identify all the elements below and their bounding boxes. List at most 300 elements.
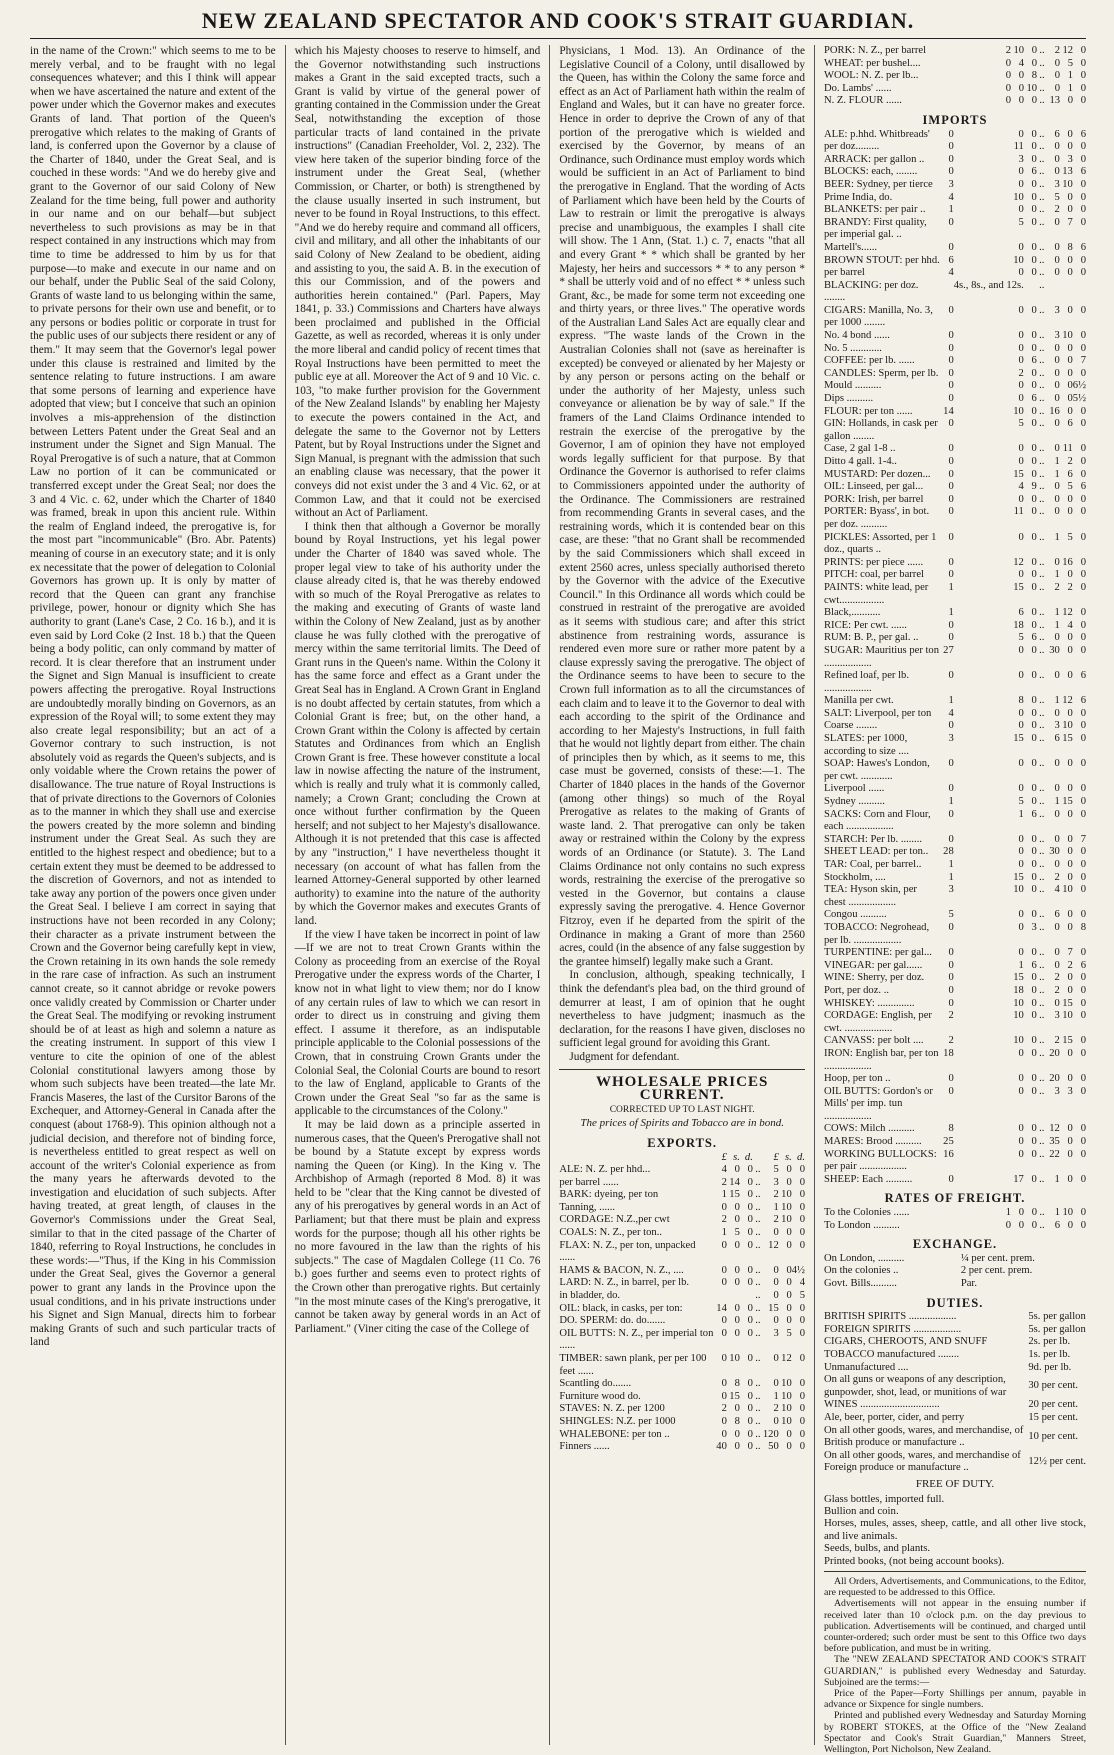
price-value: 0 (734, 1315, 740, 1327)
price-value: 7 (1067, 216, 1073, 228)
section-rule (559, 1069, 805, 1070)
price-value: 15 (1013, 581, 1024, 593)
gap-cell: .. (1039, 1010, 1045, 1022)
gap-cell: .. (1039, 468, 1045, 480)
duties-row (824, 1412, 1086, 1425)
price-row (824, 998, 1086, 1011)
price-value: 5 (1067, 531, 1073, 543)
gap-cell: .. (1039, 95, 1045, 107)
item-name: Finners ...... (559, 1441, 610, 1453)
price-value: 0 (1067, 644, 1073, 656)
price-value: 0 (799, 1315, 805, 1327)
free-title: FREE OF DUTY. (915, 1477, 995, 1490)
price-value: 0 (799, 1327, 805, 1339)
price-value: 0 (1080, 1207, 1087, 1219)
paragraph: Judgment for defendant. (569, 1050, 680, 1063)
item-name: TIMBER: sawn plank, per per 100 feet ...... (559, 1353, 707, 1377)
price-value: 0 (1054, 833, 1060, 845)
notice-paragraph: Advertisements will not appear in the ensuing number if received later than 10 o'clock p.m. on the day previous to publication. Advertisements will be continued, and charged until counter-ordered; such order must be sent to this Office two days before publication, and must be in writing. (823, 1598, 1087, 1655)
price-value: 0 (786, 1428, 792, 1440)
duties-row (824, 1362, 1086, 1375)
price-value: 10 (1062, 330, 1073, 342)
item-name: SALT: Liverpool, per ton (823, 707, 932, 719)
price-value: 0 (773, 1277, 779, 1289)
price-value: 6 (1031, 355, 1037, 367)
gap-cell: .. (1039, 1173, 1045, 1185)
price-value: 0 (1067, 984, 1073, 996)
item-name: DO. SPERM: do. do....... (559, 1315, 666, 1327)
price-value: 16 (1049, 405, 1060, 417)
price-value: 0 (1080, 178, 1087, 190)
price-value: 4 (1067, 619, 1073, 631)
gap-cell: .. (1039, 997, 1045, 1009)
price-value: 3 (948, 178, 954, 190)
free-item: Seeds, bulbs, and plants. (823, 1542, 931, 1555)
price-row (824, 70, 1086, 83)
price-value: 0 (1031, 153, 1037, 165)
price-value: 0 (1018, 1073, 1024, 1085)
price-value: 0 (1018, 342, 1024, 354)
price-value: 1 (948, 695, 954, 707)
price-value: 0 (721, 1264, 727, 1276)
price-row (824, 884, 1086, 909)
price-value: 0 (734, 1164, 740, 1176)
gap-cell: .. (1039, 695, 1045, 707)
price-value: 0 (1018, 241, 1024, 253)
item-name: BROWN STOUT: per hhd. (823, 254, 940, 266)
price-value: 0 (1054, 506, 1060, 518)
gap-cell: .. (755, 1403, 761, 1415)
price-value: 0 (734, 1277, 740, 1289)
item-name: Prime India, do. (823, 191, 893, 203)
price-value: 10 (729, 1353, 740, 1364)
price-value: 0 (1031, 707, 1037, 719)
price-row (559, 1378, 805, 1391)
prices-subtitle: CORRECTED UP TO LAST NIGHT. (609, 1104, 755, 1115)
price-value: 0 (1080, 871, 1087, 883)
price-row (824, 846, 1086, 859)
item-name: BLACKING: per doz. ........ (823, 279, 919, 304)
price-value: 11 (1062, 443, 1073, 455)
rate-value: 20 per cent. (1028, 1399, 1079, 1411)
column-divider (814, 45, 815, 1745)
price-value: 0 (1080, 493, 1087, 505)
price-value: 0 (1080, 783, 1087, 795)
price-value: 0 (747, 1277, 753, 1289)
price-value: 6 (1054, 1219, 1061, 1231)
exchange-row (824, 1278, 1086, 1291)
price-value: 0 (1054, 254, 1060, 266)
price-value: 0 (1080, 796, 1087, 808)
price-value: 0 (1018, 456, 1024, 467)
price-value: 16 (1062, 556, 1073, 568)
price-value: 0 (1031, 443, 1037, 455)
price-value: 12 (768, 1239, 779, 1251)
price-value: 0 (1054, 418, 1060, 430)
price-value: 0 (1054, 556, 1060, 568)
price-value: 0 (773, 1315, 779, 1327)
price-value: 0 (734, 1428, 740, 1440)
item-name: Tanning, ...... (559, 1201, 616, 1213)
price-row (824, 834, 1086, 847)
item-name: RICE: Per cwt. ...... (823, 619, 907, 631)
price-value: 8 (1031, 70, 1038, 82)
gap-cell: .. (1039, 846, 1045, 858)
duties-row (824, 1349, 1086, 1362)
price-row (824, 872, 1086, 885)
price-value: 0 (1018, 921, 1024, 933)
price-row (824, 141, 1086, 154)
price-value: 5 (799, 1290, 805, 1302)
price-row (824, 532, 1086, 557)
free-of-duty-list (824, 1493, 1086, 1567)
gap-cell: .. (1039, 796, 1045, 808)
unit-header-row (559, 1152, 805, 1165)
gap-cell: .. (755, 1201, 761, 1213)
price-row (824, 393, 1086, 406)
price-value: 0 (1080, 216, 1087, 228)
price-value: 6 (1080, 695, 1087, 707)
gap-cell: .. (755, 1277, 761, 1289)
price-value: 0 (721, 1353, 727, 1364)
price-value (740, 1290, 753, 1303)
price-value: 0 (747, 1353, 753, 1364)
price-row (824, 1010, 1086, 1035)
gap-cell: .. (1039, 1136, 1045, 1148)
price-value: 0 (1018, 1148, 1024, 1160)
price-value: 2 (1054, 1035, 1060, 1047)
item-name: Port, per doz. .. (823, 984, 889, 996)
price-value: 0 (1031, 1073, 1037, 1085)
price-value: 0 (1080, 846, 1087, 858)
gap-cell: .. (1039, 859, 1045, 870)
price-value: 0 (799, 1403, 805, 1415)
price-value: 0 (747, 1441, 753, 1453)
exchange-table (824, 1253, 1086, 1291)
gap-cell: .. (1039, 493, 1045, 505)
gap-cell: .. (755, 1164, 761, 1176)
gap-cell: .. (755, 1441, 761, 1453)
price-value: 15 (729, 1390, 740, 1402)
price-row (824, 632, 1086, 645)
gap-cell: .. (1039, 254, 1045, 266)
price-row (824, 985, 1086, 998)
price-value: 0 (1054, 707, 1060, 719)
price-row (824, 83, 1086, 96)
price-value: 28 (943, 846, 954, 858)
price-value: 15 (1062, 796, 1073, 808)
price-value: 0 (1031, 1047, 1037, 1059)
price-value: 0 (1080, 153, 1087, 165)
price-value (1047, 280, 1060, 305)
gap-cell: .. (1039, 267, 1045, 279)
price-value: 6 (1031, 393, 1037, 405)
item-name: MUSTARD: Per dozen... (823, 468, 931, 480)
item-name: PORK: N. Z., per barrel (823, 45, 927, 56)
price-value: 0 (1031, 342, 1037, 354)
price-row (559, 1441, 805, 1454)
price-value: 0 (1031, 204, 1037, 216)
price-value: 0 (1054, 947, 1060, 959)
gap-cell: .. (1039, 481, 1045, 493)
price-row (824, 947, 1086, 960)
price-row (824, 355, 1086, 368)
price-value: 0 (734, 1239, 740, 1251)
price-value: 0 (1080, 972, 1087, 984)
price-value: 0 (948, 1085, 954, 1097)
price-value: 0 (786, 1164, 792, 1176)
price-row (824, 809, 1086, 834)
price-value: 0 (1018, 355, 1024, 367)
price-value: 1 (1067, 70, 1074, 82)
price-row (824, 192, 1086, 205)
price-row (824, 204, 1086, 217)
price-value: 0 (1080, 720, 1087, 732)
price-value: 10 (781, 1415, 792, 1427)
free-item: Glass bottles, imported full. (823, 1492, 945, 1505)
price-row (824, 58, 1086, 71)
price-value: 4 (1018, 481, 1024, 493)
unit-header: d. (744, 1151, 753, 1163)
price-value: 0 (773, 1378, 779, 1390)
price-row (824, 1136, 1086, 1149)
price-value: 0 (1005, 70, 1012, 82)
price-value: 10 (1013, 1035, 1024, 1047)
price-value: 0 (1031, 947, 1037, 959)
rate-value: 5s. per gallon (1028, 1323, 1086, 1335)
gap-cell: .. (1039, 644, 1045, 656)
price-row (559, 1416, 805, 1429)
gap-cell: .. (1039, 1207, 1045, 1219)
prices-title: WHOLESALE PRICES CURRENT. (596, 1073, 769, 1104)
price-value: 0 (1067, 355, 1073, 367)
price-value: 0 (1018, 720, 1024, 732)
price-value: 6 (1054, 128, 1060, 140)
gap-cell: .. (1039, 57, 1045, 69)
item-name: Govt. Bills.......... (823, 1278, 897, 1289)
price-value: 0 (1031, 216, 1037, 228)
item-name: Martell's...... (823, 241, 878, 253)
price-value: 0 (721, 1390, 727, 1402)
price-value: 0 (747, 1201, 753, 1213)
gap-cell: .. (1039, 128, 1045, 140)
price-row (824, 1123, 1086, 1136)
price-value: 0 (799, 1189, 805, 1201)
item-name: Dips .......... (823, 393, 874, 405)
price-value: 0 (1031, 141, 1037, 153)
price-value: 0 (747, 1164, 753, 1176)
price-value: 2 (1054, 871, 1060, 883)
price-value: 0 (1067, 758, 1073, 770)
gap-cell: .. (1039, 342, 1045, 354)
price-value: 15 (1062, 733, 1073, 745)
price-value: 0 (1067, 393, 1073, 405)
price-row (559, 1391, 805, 1404)
price-value: 1 (773, 1390, 779, 1402)
item-name: To the Colonies ...... (823, 1207, 910, 1219)
item-name: On the colonies .. (823, 1265, 899, 1277)
price-value: 0 (1018, 1085, 1024, 1097)
gap-cell: .. (1039, 166, 1045, 178)
price-value: 0 (1005, 57, 1012, 69)
price-value: 0 (799, 1302, 805, 1314)
price-value: 11 (1013, 506, 1024, 518)
price-value: 0 (773, 1227, 779, 1239)
price-value: 0 (1067, 267, 1073, 279)
price-value: 6 (1067, 468, 1073, 480)
item-name: Do. Lambs' ...... (823, 82, 892, 94)
price-value: 0 (1005, 82, 1012, 94)
price-value: 0 (1080, 267, 1087, 279)
item-name: MARES: Brood .......... (823, 1136, 922, 1148)
price-value: 0 (721, 1378, 727, 1390)
gap-cell: .. (1039, 632, 1045, 644)
item-name: On all other goods, wares, and merchandise, of British produce or manufacture .. (823, 1424, 1024, 1449)
price-value: 2 (1054, 45, 1061, 56)
rate-value: 9d. per lb. (1028, 1361, 1072, 1373)
price-row (824, 481, 1086, 494)
notice-paragraph: The "NEW ZEALAND SPECTATOR AND COOK'S STRAIT GUARDIAN," is published every Wednesday and Saturday. Subjoined are the terms:— (823, 1654, 1087, 1688)
price-value: 0 (747, 1378, 753, 1390)
price-value: 0 (1080, 254, 1087, 266)
price-value: 0 (948, 443, 954, 455)
gap-cell: .. (1039, 569, 1045, 581)
price-value: 0 (948, 833, 954, 845)
item-name: Stockholm, .... (823, 871, 886, 883)
price-value: 0 (948, 418, 954, 430)
price-value: 0 (1018, 166, 1024, 178)
price-value: 2 (948, 1035, 954, 1047)
price-value: 0 (1054, 153, 1060, 165)
price-value: 0 (1080, 1219, 1087, 1231)
item-name: PICKLES: Assorted, per 1 doz., quarts .. (823, 531, 937, 556)
price-value: 0 (948, 506, 954, 518)
price-value: 0 (799, 1227, 805, 1239)
price-value: 0 (1080, 191, 1087, 203)
price-value: 10 (781, 1201, 792, 1213)
price-value: 0 (1067, 405, 1073, 417)
gap-cell: .. (1039, 733, 1045, 745)
item-name: SACKS: Corn and Flour, each .................. (823, 808, 931, 833)
price-value: 0 (1067, 632, 1073, 644)
price-value: 1 (773, 1201, 779, 1213)
price-value: 6 (1080, 241, 1087, 253)
price-value: 7 (1080, 833, 1087, 845)
price-value: 0 (1018, 304, 1024, 316)
price-value: 0 (1031, 569, 1037, 581)
price-value: 0 (1054, 783, 1060, 795)
gap-cell: .. (1039, 921, 1045, 933)
price-value: 0 (1031, 191, 1037, 203)
price-value: 0 (1054, 443, 1060, 455)
price-value: 0 (1054, 859, 1060, 870)
price-value: 0 (948, 556, 954, 568)
unit-header: £ (773, 1151, 779, 1163)
price-row (824, 758, 1086, 783)
price-value: 10 (781, 1189, 792, 1201)
gap-cell: .. (1039, 82, 1045, 94)
price-value: 0 (1080, 506, 1087, 518)
price-value: 0 (773, 1264, 779, 1276)
gap-cell: .. (1039, 959, 1045, 971)
price-value: 0 (1031, 644, 1037, 656)
price-value: 0 (948, 531, 954, 543)
price-value: 10 (1013, 884, 1024, 896)
paragraph: If the view I have taken be incorrect in point of law—If we are not to treat Crown Grants within the Colony as proceeding from an exercise of the Royal Prerogative under the express words of the Charter, I know not in what light to view them; nor do I know of any certain rules of law to which we can resort in order to direct us in construing and giving them effect. I assume it therefore, as an indisputable principle applicable to the Colonial possessions of the Crown, that in construing Crown Grants under the Colonial Seal, the Colonial Courts are bound to resort to the law of England, applicable to Grants of the Crown under the Great Seal "so far as the same is applicable to the circumstances of the Colony." (294, 928, 541, 1118)
price-value: 0 (734, 1403, 740, 1415)
rate-value: 1s. per lb. (1028, 1348, 1071, 1360)
price-value: 4 (799, 1277, 805, 1289)
price-value: 0 (1080, 342, 1087, 354)
price-value: 0 (1080, 947, 1087, 959)
price-value: 30 (1049, 846, 1060, 858)
price-value: 0 (1067, 1173, 1073, 1185)
item-name: BLOCKS: each, ........ (823, 166, 918, 178)
item-name: PRINTS: per piece ...... (823, 556, 924, 568)
price-value: 15 (1013, 972, 1024, 984)
price-value: 0 (1054, 241, 1060, 253)
price-value: 6 (1080, 166, 1087, 178)
item-name: On all guns or weapons of any description, gunpowder, shot, lead, or munitions of war (823, 1374, 1007, 1398)
gap-cell: .. (755, 1176, 761, 1188)
item-name: BLANKETS: per pair .. (823, 204, 926, 216)
item-name: FLOUR: per ton ...... (823, 405, 913, 417)
price-value: 0 (1031, 267, 1037, 279)
exports-title: EXPORTS. (647, 1135, 718, 1150)
price-value: 0 (721, 1415, 727, 1427)
price-value: 0 (786, 1176, 792, 1188)
price-row (824, 859, 1086, 872)
price-value: 0 (948, 1173, 954, 1185)
price-value: 0 (1054, 216, 1060, 228)
item-name: No. 5 ............ (823, 342, 882, 354)
price-value: 0 (1018, 178, 1024, 190)
item-name: Scantling do....... (559, 1378, 632, 1390)
price-value: 0 (1080, 984, 1087, 996)
paragraph: in the name of the Crown:" which seems to me to be merely verbal, and to be fraught with no legal consequences whatever; and this I think will appear when we have ascertained the nature and extent of the power under which the Governor makes and executes Grants of land. That portion of the Queen's prerogative which relates to the making of Grants of land, is conferred upon the Governor by a clause of the Charter of 1840, under the Great Seal, and is couched in these words: "And we do hereby give and grant to the Governor of our said Colony of New Zealand for the time being, full power and authority in our name and on our behalf—but subject nevertheless to such provisions as may be in that respect contained in any instructions which may from time to time be addressed to him by us for that purpose—to make and execute in our name and on our behalf, under the Public Seal of the said Colony, Grants of waste land to us belonging within the same, to private persons for their own use and benefit, or to any persons or bodies politic or corporate in trust for the public uses of our subjects there resident or any of them." It may seem that the Governor's legal power under this clause is restrained and limited by the sentence relating to future instructions. I am aware that some persons of learning and experience have adopted that view; but I conceive that such an opinion involves a mis-apprehension of the distinction between Letters Patent under the Great Seal and an instrument under the Signet and Sign Manual. The Royal Prerogative is of such a nature, that at Common Law no portion of it can be communicated or transferred except under the Great Seal; nor does the 3 and 4 Vic. c. 62, under which the Charter of 1840 was framed, break in upon this ancient rule. Within the realm of England indeed, the prerogative is, for the most part "incommunicable" (Bro. Abr. Patents) meaning of course in an executory state; and it is only ex necessitate that the power of delegation to Colonial Governors has grown up. It is only by matter of record that the Queen can grant any franchise privilege, power, honour or dignity which She has authority to grant (Lane's Case, 2 Co. 16 b.), and it is even said by Lord Coke (2 Inst. 18 b.) that the Queen being a body politic, can only command by matter of record. It is clear therefore that an instrument under the Signet and Sign Manual is insufficient to create powers affecting the prerogative. Royal Instructions are undoubtedly morally binding on Governors, as an expression of the Royal will; to some extent they may also create legal responsibility; but an act of a Governor contrary to such instruction, is not absolutely void as regards the Queen's subjects, and is only voidable where the Crown retains the power of disallowance. The true nature of Royal Instructions is that of private directions to the Governors of Colonies as to the manner in which they shall use and exercise the powers created by the more solemn and binding instrument under the Great Seal. As such they are entitled to the highest respect and obedience; but to a certain extent they must be deemed to be addressed to the discretion of Governors, and not as intended to take away any portion of the powers once given under the Great Seal. I believe I am correct in saying that instructions have not been recorded in any Colony; their character as a private instrument between the Crown and the Governor being carefully kept in view, the Crown retaining in its own hands the sole remedy in the rare case of infraction. As such an instrument cannot create, so it cannot abridge or revoke powers once validly created by Commission or Charter under the Great Seal. The modifying or revoking instrument should be of at least as high and solemn a nature as the creating instrument. In support of this view I venture to cite the opinion of one of the ablest Colonial constitutional lawyers among those by whom such subjects have been treated—the late Mr. Francis Maseres, the last of the Cursitor Barons of the Exchequer, and Attorney-General in Canada after the conquest (about 1768-9). This opinion although not a judicial decision, and therefore not of binding force, is nevertheless entitled to great respect as well on account of the writer's Colonial experience as from the many years he afterwards devoted to the investigation and elucidation of such subjects. After having treated, at great length, of clauses in the Governor's Commissions under the Great Seal, similar to that in the cited passage of the Charter of 1840, referring to Royal Instructions, he concludes in these words:—"Thus, if the King in his Commission under the Great Seal, gives the Governor a general power to grant any lands in the Province upon the usual conditions, and in his private instructions under his Signet and Sign Manual, directs him to forbear making Grants of such and such particular tracts of land (30, 45, 276, 1349)
price-value: 0 (1018, 330, 1024, 342)
price-value: 15 (1062, 997, 1073, 1009)
gap-cell: .. (1039, 783, 1045, 795)
price-value: 0 (734, 1264, 740, 1276)
price-row (559, 1189, 805, 1202)
duties-row (824, 1450, 1086, 1475)
price-value (1073, 280, 1086, 305)
price-value: 6 (948, 254, 954, 266)
rate-value: 2s. per lb. (1028, 1336, 1071, 1348)
price-value: 0 (948, 304, 954, 316)
price-value: 2 (721, 1403, 727, 1415)
price-value: 18 (943, 1047, 954, 1059)
item-name: per barrel ...... (559, 1176, 619, 1188)
item-name: Hoop, per ton .. (823, 1073, 891, 1085)
price-value: 0 (721, 1327, 727, 1339)
price-value: 0 (1067, 808, 1073, 820)
item-name: Case, 2 gal 1-8 .. (823, 443, 896, 455)
gap-cell: .. (1039, 443, 1045, 455)
price-value: 0 (1080, 70, 1087, 82)
price-row (824, 1149, 1086, 1174)
price-value: 0 (1018, 267, 1024, 279)
price-value: 16 (943, 1148, 954, 1160)
price-value: 0 (1080, 1085, 1087, 1097)
item-name: BRANDY: First quality, per imperial gal. .. (823, 216, 927, 241)
freight-title: RATES OF FREIGHT. (884, 1191, 1026, 1206)
price-value: 2 (1005, 45, 1012, 56)
price-value: 0 (747, 1390, 753, 1402)
item-name: TOBACCO: Negrohead, per lb. .................. (823, 921, 930, 946)
price-value: 4½ (791, 1264, 805, 1276)
